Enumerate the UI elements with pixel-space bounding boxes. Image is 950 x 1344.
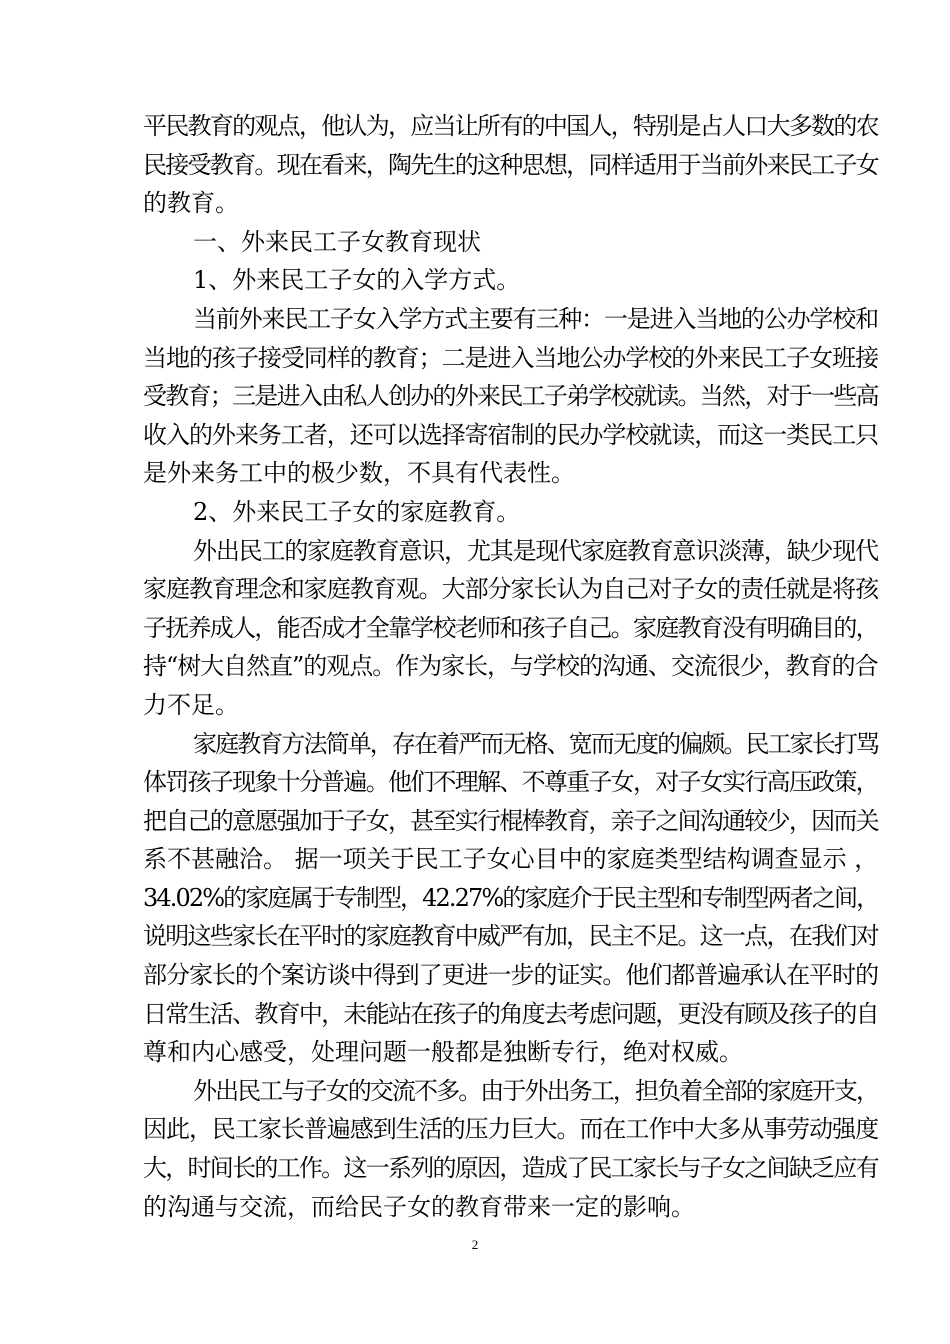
text-line: 34.02%的家庭属于专制型，42.27%的家庭介于民主型和专制型两者之间， bbox=[143, 883, 879, 912]
text-line: 子抚养成人，能否成才全靠学校老师和孩子自己。家庭教育没有明确目的， bbox=[143, 613, 878, 642]
text-line: 家庭教育理念和家庭教育观。大部分家长认为自己对子女的责任就是将孩 bbox=[143, 575, 879, 604]
text-line: 受教育；三是进入由私人创办的外来民工子弟学校就读。当然，对于一些高 bbox=[143, 382, 878, 411]
text-line: 当前外来民工子女入学方式主要有三种：一是进入当地的公办学校和 bbox=[193, 304, 878, 333]
text-line: 日常生活、教育中，未能站在孩子的角度去考虑问题，更没有顾及孩子的自 bbox=[143, 999, 878, 1028]
text-line: 当地的孩子接受同样的教育；二是进入当地公办学校的外来民工子女班接 bbox=[143, 343, 879, 372]
text-line: 平民教育的观点，他认为，应当让所有的中国人，特别是占人口大多数的农 bbox=[143, 112, 878, 140]
text-line: 说明这些家长在平时的家庭教育中威严有加，民主不足。这一点，在我们对 bbox=[143, 922, 878, 951]
text-line: 力不足。 bbox=[143, 690, 239, 719]
page-number: 2 bbox=[471, 1237, 479, 1252]
text-line: 1、外来民工子女的入学方式。 bbox=[193, 266, 521, 295]
text-line: 是外来务工中的极少数，不具有代表性。 bbox=[143, 459, 575, 488]
text-line: 尊和内心感受，处理问题一般都是独断专行，绝对权威。 bbox=[143, 1038, 743, 1067]
text-line: 一、外来民工子女教育现状 bbox=[193, 227, 481, 256]
text-line: 部分家长的个案访谈中得到了更进一步的证实。他们都普遍承认在平时的 bbox=[143, 961, 879, 990]
text-line: 外出民工的家庭教育意识，尤其是现代家庭教育意识淡薄，缺少现代 bbox=[193, 536, 878, 565]
text-line: 的沟通与交流，而给民子女的教育带来一定的影响。 bbox=[143, 1192, 695, 1221]
text-line: 收入的外来务工者，还可以选择寄宿制的民办学校就读，而这一类民工只 bbox=[143, 420, 879, 449]
text-line: 外出民工与子女的交流不多。由于外出务工，担负着全部的家庭开支， bbox=[193, 1076, 879, 1105]
text-line: 因此，民工家长普遍感到生活的压力巨大。而在工作中大多从事劳动强度 bbox=[143, 1115, 879, 1144]
text-line: 家庭教育方法简单，存在着严而无格、宽而无度的偏颇。民工家长打骂 bbox=[193, 729, 879, 758]
text-line: 的教育。 bbox=[143, 189, 239, 218]
text-line: 持“树大自然直”的观点。作为家长，与学校的沟通、交流很少，教育的合 bbox=[143, 652, 878, 681]
text-line: 2、外来民工子女的家庭教育。 bbox=[193, 497, 521, 526]
body-text bbox=[143, 107, 878, 1226]
text-line: 体罚孩子现象十分普遍。他们不理解、不尊重子女，对子女实行高压政策， bbox=[143, 768, 878, 797]
text-line: 系不甚融洽。 据一项关于民工子女心目中的家庭类型结构调查显示 ， bbox=[143, 845, 879, 874]
text-line: 大，时间长的工作。这一系列的原因，造成了民工家长与子女之间缺乏应有 bbox=[143, 1154, 878, 1183]
text-line: 民接受教育。现在看来，陶先生的这种思想，同样适用于当前外来民工子女 bbox=[143, 150, 878, 179]
text-line: 把自己的意愿强加于子女，甚至实行棍棒教育，亲子之间沟通较少，因而关 bbox=[143, 806, 878, 835]
